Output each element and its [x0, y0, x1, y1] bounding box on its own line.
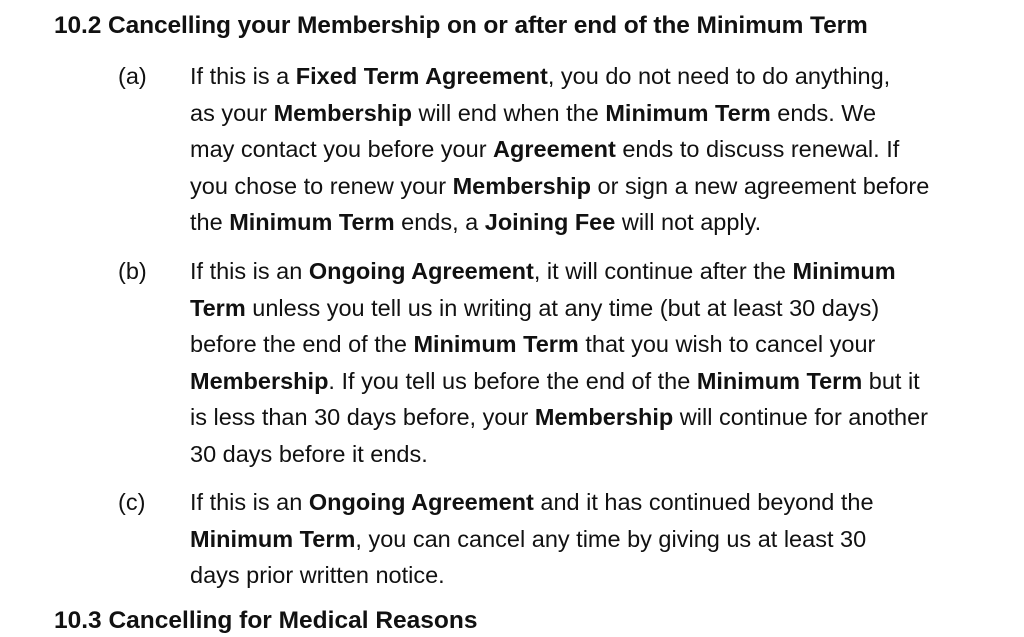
text-run: will end when the	[412, 99, 606, 126]
text-run: . If you tell us before the end of the	[328, 367, 697, 394]
text-run: , you do not need to do anything,	[547, 63, 891, 89]
text-run: you chose to renew your	[190, 172, 453, 199]
text-run: days prior written notice.	[190, 562, 445, 588]
defined-term: Agreement	[493, 136, 616, 162]
clause-line	[190, 436, 1024, 473]
defined-term: Membership	[190, 367, 329, 394]
section-heading: 10.2 Cancelling your Membership on or after end of the Minimum Term	[54, 12, 868, 39]
defined-term: Ongoing Agreement	[308, 489, 534, 515]
clause-label: (a)	[118, 63, 147, 89]
defined-term: Minimum Term	[229, 209, 395, 235]
text-run: as your	[190, 99, 274, 126]
text-run: If this is an	[190, 489, 309, 515]
defined-term: Minimum Term	[413, 331, 579, 357]
clause-line	[190, 168, 1024, 205]
clause-line	[190, 399, 1024, 436]
text-run: If this is a	[190, 63, 296, 89]
defined-term: Membership	[452, 172, 591, 199]
text-run: is less than 30 days before, your	[190, 404, 535, 430]
clause-line	[190, 253, 1024, 290]
defined-term: Minimum Term	[605, 99, 771, 126]
clause-text	[190, 253, 1024, 472]
clause-line	[190, 131, 1024, 168]
text-run: and it has continued beyond the	[533, 489, 874, 515]
clause-line	[190, 363, 1024, 400]
text-run: that you wish to cancel your	[578, 331, 876, 357]
clause-label: (b)	[118, 258, 147, 284]
text-run: the	[190, 209, 230, 235]
text-run: unless you tell us in writing at any time (but at least 30 days)	[245, 294, 880, 321]
clause-text	[190, 58, 1024, 241]
clause-line	[190, 326, 1024, 363]
defined-term: Membership	[273, 99, 413, 126]
defined-term: Ongoing Agreement	[308, 258, 534, 284]
defined-term: Joining Fee	[484, 209, 616, 235]
defined-term: Minimum Term	[696, 367, 863, 394]
clause-text	[190, 484, 1024, 594]
clause-line	[190, 95, 1024, 132]
clause-line	[190, 484, 1024, 521]
text-run: may contact you before your	[190, 136, 494, 162]
defined-term: Minimum Term	[190, 525, 356, 552]
text-run: before the end of the	[190, 331, 414, 357]
text-run: or sign a new agreement before	[590, 172, 930, 199]
text-run: 30 days before it ends.	[190, 440, 428, 467]
defined-term: Term	[190, 294, 246, 321]
text-run: will not apply.	[615, 209, 762, 235]
text-run: , you can cancel any time by giving us at least 30	[355, 525, 867, 552]
defined-term: Membership	[534, 404, 674, 430]
text-run: ends to discuss renewal. If	[615, 136, 900, 162]
text-run: If this is an	[190, 258, 309, 284]
text-run: but it	[862, 367, 920, 394]
clause-line	[190, 204, 1024, 241]
defined-term: Minimum	[792, 258, 896, 284]
next-section-heading: 10.3 Cancelling for Medical Reasons	[54, 607, 478, 634]
clause-line	[190, 557, 1024, 594]
clause-line	[190, 290, 1024, 327]
clause-line	[190, 521, 1024, 558]
clause-label: (c)	[118, 489, 146, 515]
text-run: ends, a	[394, 209, 485, 235]
text-run: ends. We	[770, 99, 877, 126]
defined-term: Fixed Term Agreement	[295, 63, 548, 89]
text-run: will continue for another	[673, 404, 929, 430]
clause-line	[190, 58, 1024, 95]
text-run: , it will continue after the	[533, 258, 793, 284]
